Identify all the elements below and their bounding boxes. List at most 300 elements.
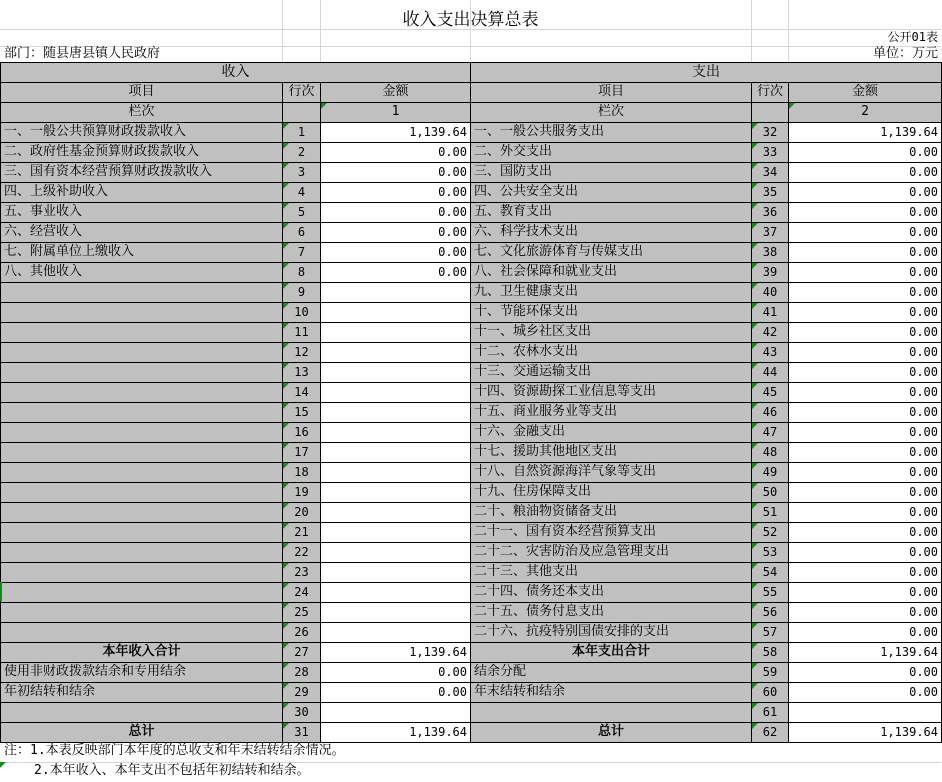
error-indicator-icon (752, 543, 758, 549)
expenditure-section-header[interactable]: 支出 (471, 63, 942, 83)
row-number: 21 (294, 525, 309, 539)
row-number-cell[interactable] (752, 183, 789, 203)
income-header-item[interactable]: 项目 (1, 83, 283, 103)
error-indicator-icon (283, 243, 289, 249)
row-number-cell[interactable] (752, 403, 789, 423)
row-number: 55 (762, 585, 778, 599)
amount-cell[interactable]: 0.00 (321, 243, 471, 263)
income-section-header[interactable]: 收入 (1, 63, 471, 83)
amount-cell[interactable] (789, 703, 942, 723)
amount-cell[interactable]: 0.00 (789, 183, 942, 203)
amount-cell[interactable] (321, 603, 471, 623)
amount-cell[interactable]: 0.00 (789, 283, 942, 303)
error-indicator-icon (283, 343, 289, 349)
row-number-cell[interactable] (283, 403, 321, 423)
item-cell[interactable] (1, 423, 283, 443)
amount-cell[interactable]: 0.00 (789, 143, 942, 163)
row-number-cell[interactable] (283, 503, 321, 523)
row-number: 51 (762, 505, 778, 519)
amount-cell[interactable]: 0.00 (789, 303, 942, 323)
row-number-cell[interactable] (283, 463, 321, 483)
amount-cell[interactable]: 1,139.64 (789, 123, 942, 143)
item-cell[interactable]: 本年支出合计 (471, 643, 752, 663)
row-number-cell[interactable] (752, 483, 789, 503)
error-indicator-icon (283, 423, 289, 429)
amount-cell[interactable]: 1,139.64 (789, 723, 942, 743)
note-text: 2.本年收入、本年支出不包括年初结转和结余。 (34, 763, 310, 778)
row-number-cell[interactable] (752, 543, 789, 563)
amount-cell[interactable]: 0.00 (789, 163, 942, 183)
item-cell[interactable] (1, 303, 283, 323)
amount-cell[interactable]: 0.00 (789, 563, 942, 583)
amount-cell[interactable]: 0.00 (789, 663, 942, 683)
row-number-cell[interactable] (752, 163, 789, 183)
amount-cell[interactable]: 0.00 (789, 623, 942, 643)
amount-cell[interactable]: 0.00 (321, 683, 471, 703)
income-colindex-label[interactable]: 栏次 (1, 103, 283, 123)
row-number-cell[interactable] (283, 343, 321, 363)
amount-cell[interactable]: 0.00 (789, 383, 942, 403)
error-indicator-icon (752, 203, 758, 209)
item-cell[interactable]: 二十三、其他支出 (471, 563, 752, 583)
row-number-cell[interactable] (752, 643, 789, 663)
income-header-amount[interactable]: 金额 (321, 83, 471, 103)
row-number-cell[interactable] (752, 323, 789, 343)
error-indicator-icon (752, 403, 758, 409)
amount-cell[interactable]: 0.00 (789, 683, 942, 703)
amount-cell[interactable]: 0.00 (789, 323, 942, 343)
amount-cell[interactable]: 0.00 (789, 223, 942, 243)
item-cell[interactable]: 本年收入合计 (1, 643, 283, 663)
item-cell[interactable] (1, 323, 283, 343)
row-number: 7 (297, 245, 306, 259)
row-number: 9 (297, 285, 306, 299)
row-number-cell[interactable] (752, 503, 789, 523)
item-cell[interactable]: 二十二、灾害防治及应急管理支出 (471, 543, 752, 563)
item-cell[interactable]: 总计 (471, 723, 752, 743)
item-cell[interactable]: 十二、农林水支出 (471, 343, 752, 363)
error-indicator-icon (752, 303, 758, 309)
row-number-cell[interactable] (752, 703, 789, 723)
error-indicator-icon (283, 183, 289, 189)
item-cell[interactable]: 十七、援助其他地区支出 (471, 443, 752, 463)
row-number: 15 (294, 405, 309, 419)
item-cell[interactable] (1, 483, 283, 503)
row-number-cell[interactable] (283, 123, 321, 143)
row-number-cell[interactable] (752, 383, 789, 403)
item-cell[interactable] (1, 703, 283, 723)
row-number: 44 (762, 365, 778, 379)
amount-cell[interactable]: 0.00 (789, 523, 942, 543)
row-number-cell[interactable] (283, 643, 321, 663)
item-cell[interactable]: 年初结转和结余 (1, 683, 283, 703)
row-number-cell[interactable] (752, 603, 789, 623)
row-number: 29 (294, 685, 309, 699)
item-cell[interactable] (1, 343, 283, 363)
expenditure-header-rowno[interactable]: 行次 (752, 83, 789, 103)
error-indicator-icon (752, 343, 758, 349)
item-cell[interactable] (1, 543, 283, 563)
error-indicator-icon (321, 103, 327, 109)
row-number-cell[interactable] (283, 303, 321, 323)
item-cell[interactable]: 二、政府性基金预算财政拨款收入 (1, 143, 283, 163)
amount-cell[interactable]: 1,139.64 (321, 643, 471, 663)
row-number: 23 (294, 565, 309, 579)
row-number-cell[interactable] (752, 463, 789, 483)
row-number: 45 (762, 385, 778, 399)
item-cell[interactable] (1, 563, 283, 583)
amount-cell[interactable] (321, 283, 471, 303)
row-number: 52 (762, 525, 778, 539)
row-number-cell[interactable] (752, 443, 789, 463)
error-indicator-icon (283, 503, 289, 509)
row-number: 61 (762, 705, 778, 719)
item-cell[interactable]: 十三、交通运输支出 (471, 363, 752, 383)
row-number-cell[interactable] (752, 723, 789, 743)
error-indicator-icon (752, 643, 758, 649)
row-number: 39 (762, 265, 778, 279)
row-number: 31 (294, 725, 309, 739)
row-number-cell[interactable] (752, 303, 789, 323)
item-cell[interactable]: 六、科学技术支出 (471, 223, 752, 243)
row-number-cell[interactable] (752, 583, 789, 603)
error-indicator-icon (752, 563, 758, 569)
amount-cell[interactable]: 0.00 (789, 483, 942, 503)
expenditure-colindex-value[interactable] (789, 103, 942, 123)
income-colindex-value[interactable] (321, 103, 471, 123)
amount-cell[interactable]: 0.00 (789, 243, 942, 263)
amount-cell[interactable] (321, 403, 471, 423)
error-indicator-icon (283, 443, 289, 449)
error-indicator-icon (752, 183, 758, 189)
error-indicator-icon (752, 143, 758, 149)
row-number: 56 (762, 605, 778, 619)
amount-cell[interactable]: 0.00 (321, 183, 471, 203)
row-number: 60 (762, 685, 778, 699)
item-cell[interactable]: 二十一、国有资本经营预算支出 (471, 523, 752, 543)
item-cell[interactable]: 十五、商业服务业等支出 (471, 403, 752, 423)
page-title: 收入支出决算总表 (402, 10, 539, 30)
row-number: 8 (297, 265, 306, 279)
row-number-cell[interactable] (283, 523, 321, 543)
item-cell[interactable] (1, 583, 283, 603)
amount-cell[interactable]: 0.00 (789, 203, 942, 223)
row-number-cell[interactable] (283, 323, 321, 343)
error-indicator-icon (283, 403, 289, 409)
item-cell[interactable]: 八、社会保障和就业支出 (471, 263, 752, 283)
row-number-cell[interactable] (283, 423, 321, 443)
row-number: 20 (294, 505, 309, 519)
amount-cell[interactable] (321, 503, 471, 523)
item-cell[interactable]: 二十五、债务付息支出 (471, 603, 752, 623)
row-number: 36 (762, 205, 778, 219)
item-cell[interactable]: 二十、粮油物资储备支出 (471, 503, 752, 523)
error-indicator-icon (752, 663, 758, 669)
amount-cell[interactable]: 0.00 (789, 423, 942, 443)
item-cell[interactable]: 一、一般公共预算财政拨款收入 (1, 123, 283, 143)
row-number-cell[interactable] (752, 223, 789, 243)
row-number-cell[interactable] (283, 223, 321, 243)
row-number-cell[interactable] (283, 243, 321, 263)
item-cell[interactable]: 四、公共安全支出 (471, 183, 752, 203)
error-indicator-icon (752, 683, 758, 689)
error-indicator-icon (283, 123, 289, 129)
row-number: 10 (294, 305, 309, 319)
row-number-cell[interactable] (283, 623, 321, 643)
amount-cell[interactable] (321, 583, 471, 603)
error-indicator-icon (752, 443, 758, 449)
item-cell[interactable] (1, 603, 283, 623)
row-number-cell[interactable] (283, 663, 321, 683)
item-cell[interactable]: 十、节能环保支出 (471, 303, 752, 323)
row-number-cell[interactable] (283, 443, 321, 463)
row-number-cell[interactable] (752, 343, 789, 363)
row-number-cell[interactable] (283, 683, 321, 703)
item-cell[interactable]: 三、国防支出 (471, 163, 752, 183)
row-number: 32 (762, 125, 778, 139)
row-number: 2 (297, 145, 306, 159)
item-cell[interactable]: 二十六、抗疫特别国债安排的支出 (471, 623, 752, 643)
amount-cell[interactable]: 0.00 (789, 583, 942, 603)
item-cell[interactable]: 六、经营收入 (1, 223, 283, 243)
item-cell[interactable]: 九、卫生健康支出 (471, 283, 752, 303)
error-indicator-icon (752, 483, 758, 489)
amount-cell[interactable]: 0.00 (789, 403, 942, 423)
row-number-cell[interactable] (283, 383, 321, 403)
error-indicator-icon (752, 163, 758, 169)
row-number-cell[interactable] (752, 243, 789, 263)
note-line-2[interactable] (0, 762, 941, 782)
error-indicator-icon (283, 143, 289, 149)
row-number-cell[interactable] (283, 203, 321, 223)
row-number: 37 (762, 225, 778, 239)
row-number-cell[interactable] (283, 363, 321, 383)
amount-cell[interactable]: 0.00 (789, 443, 942, 463)
error-indicator-icon (752, 363, 758, 369)
amount-cell[interactable] (321, 703, 471, 723)
amount-cell[interactable] (321, 523, 471, 543)
row-number-cell[interactable] (752, 683, 789, 703)
row-number-cell[interactable] (283, 143, 321, 163)
error-indicator-icon (283, 483, 289, 489)
row-number: 5 (297, 205, 306, 219)
row-number: 26 (294, 625, 309, 639)
row-number-cell[interactable] (283, 543, 321, 563)
row-number-cell[interactable] (752, 623, 789, 643)
row-number: 59 (762, 665, 778, 679)
item-cell[interactable] (1, 283, 283, 303)
row-number: 62 (762, 725, 778, 739)
row-number: 50 (762, 485, 778, 499)
row-number-cell[interactable] (752, 563, 789, 583)
error-indicator-icon (752, 123, 758, 129)
item-cell[interactable]: 七、文化旅游体育与传媒支出 (471, 243, 752, 263)
row-number-cell[interactable] (283, 163, 321, 183)
row-number-cell[interactable] (752, 363, 789, 383)
item-cell[interactable] (471, 703, 752, 723)
amount-cell[interactable] (321, 483, 471, 503)
item-cell[interactable] (1, 523, 283, 543)
error-indicator-icon (283, 603, 289, 609)
item-cell[interactable]: 总计 (1, 723, 283, 743)
amount-cell[interactable] (321, 563, 471, 583)
item-cell[interactable]: 使用非财政拨款结余和专用结余 (1, 663, 283, 683)
expenditure-header-amount[interactable]: 金额 (789, 83, 942, 103)
amount-cell[interactable]: 0.00 (789, 543, 942, 563)
amount-cell[interactable] (321, 443, 471, 463)
amount-cell[interactable]: 0.00 (321, 663, 471, 683)
error-indicator-icon (752, 523, 758, 529)
income-colindex-blank[interactable] (283, 103, 321, 123)
amount-cell[interactable] (321, 623, 471, 643)
row-number-cell[interactable] (283, 603, 321, 623)
row-number: 14 (294, 385, 309, 399)
amount-cell[interactable]: 0.00 (789, 603, 942, 623)
item-cell[interactable] (1, 503, 283, 523)
row-number-cell[interactable] (752, 523, 789, 543)
row-number-cell[interactable] (752, 203, 789, 223)
item-cell[interactable] (1, 463, 283, 483)
column-number: 1 (391, 104, 400, 119)
item-cell[interactable]: 十六、金融支出 (471, 423, 752, 443)
item-cell[interactable]: 八、其他收入 (1, 263, 283, 283)
row-number: 38 (762, 245, 778, 259)
error-indicator-icon (752, 703, 758, 709)
row-number: 35 (762, 185, 778, 199)
amount-cell[interactable]: 0.00 (321, 203, 471, 223)
error-indicator-icon (752, 623, 758, 629)
item-cell[interactable]: 结余分配 (471, 663, 752, 683)
item-cell[interactable]: 三、国有资本经营预算财政拨款收入 (1, 163, 283, 183)
row-number: 4 (297, 185, 306, 199)
row-number: 22 (294, 545, 309, 559)
amount-cell[interactable]: 1,139.64 (321, 123, 471, 143)
amount-cell[interactable]: 0.00 (789, 503, 942, 523)
row-number-cell[interactable] (752, 283, 789, 303)
row-number-cell[interactable] (283, 263, 321, 283)
item-cell[interactable]: 五、教育支出 (471, 203, 752, 223)
error-indicator-icon (283, 303, 289, 309)
row-24-green-marker (0, 582, 2, 601)
row-number-cell[interactable] (752, 123, 789, 143)
amount-cell[interactable]: 0.00 (321, 263, 471, 283)
amount-cell[interactable]: 0.00 (321, 223, 471, 243)
row-number: 3 (297, 165, 306, 179)
item-cell[interactable]: 十八、自然资源海洋气象等支出 (471, 463, 752, 483)
row-number: 16 (294, 425, 309, 439)
row-number-cell[interactable] (752, 263, 789, 283)
amount-cell[interactable]: 0.00 (321, 163, 471, 183)
row-number-cell[interactable] (283, 283, 321, 303)
error-indicator-icon (283, 583, 289, 589)
amount-cell[interactable]: 0.00 (789, 363, 942, 383)
item-cell[interactable] (1, 623, 283, 643)
row-number: 34 (762, 165, 778, 179)
column-number: 2 (861, 104, 869, 119)
amount-cell[interactable]: 0.00 (789, 463, 942, 483)
item-cell[interactable] (1, 383, 283, 403)
item-cell[interactable]: 十一、城乡社区支出 (471, 323, 752, 343)
row-number-cell[interactable] (752, 423, 789, 443)
amount-cell[interactable] (321, 323, 471, 343)
item-cell[interactable]: 十四、资源勘探工业信息等支出 (471, 383, 752, 403)
item-cell[interactable]: 二十四、债务还本支出 (471, 583, 752, 603)
row-number: 17 (294, 445, 309, 459)
row-number: 27 (294, 645, 309, 659)
row-number-cell[interactable] (752, 663, 789, 683)
row-number: 40 (762, 285, 778, 299)
row-number-cell[interactable] (283, 723, 321, 743)
error-indicator-icon (283, 723, 289, 729)
item-cell[interactable]: 七、附属单位上缴收入 (1, 243, 283, 263)
error-indicator-icon (752, 323, 758, 329)
error-indicator-icon (752, 423, 758, 429)
error-indicator-icon (283, 643, 289, 649)
row-number: 49 (762, 465, 778, 479)
expenditure-colindex-label[interactable]: 栏次 (471, 103, 752, 123)
error-indicator-icon (283, 323, 289, 329)
amount-cell[interactable] (321, 383, 471, 403)
expenditure-colindex-blank[interactable] (752, 103, 789, 123)
income-header-rowno[interactable]: 行次 (283, 83, 321, 103)
item-cell[interactable] (1, 363, 283, 383)
row-number-cell[interactable] (283, 703, 321, 723)
error-indicator-icon (752, 603, 758, 609)
item-cell[interactable]: 一、一般公共服务支出 (471, 123, 752, 143)
amount-cell[interactable] (321, 543, 471, 563)
unit-label: 单位：万元 (872, 46, 938, 61)
error-indicator-icon (752, 503, 758, 509)
note-line-1[interactable]: 注：1.本表反映部门本年度的总收支和年末结转结余情况。 (4, 743, 345, 758)
amount-cell[interactable]: 0.00 (789, 263, 942, 283)
department-label[interactable]: 部门：随县唐县镇人民政府 (4, 46, 161, 61)
error-indicator-icon (283, 663, 289, 669)
item-cell[interactable]: 二、外交支出 (471, 143, 752, 163)
row-number: 58 (762, 645, 778, 659)
amount-cell[interactable] (321, 343, 471, 363)
amount-cell[interactable] (321, 363, 471, 383)
row-number: 18 (294, 465, 309, 479)
item-cell[interactable] (1, 403, 283, 423)
row-number-cell[interactable] (283, 563, 321, 583)
error-indicator-icon (752, 223, 758, 229)
item-cell[interactable]: 年末结转和结余 (471, 683, 752, 703)
amount-cell[interactable]: 0.00 (789, 343, 942, 363)
row-number: 46 (762, 405, 778, 419)
expenditure-header-item[interactable]: 项目 (471, 83, 752, 103)
row-number-cell[interactable] (752, 143, 789, 163)
expenditure-section (471, 62, 942, 743)
item-cell[interactable]: 四、上级补助收入 (1, 183, 283, 203)
row-number: 54 (762, 565, 778, 579)
amount-cell[interactable] (321, 303, 471, 323)
error-indicator-icon (283, 543, 289, 549)
item-cell[interactable]: 十九、住房保障支出 (471, 483, 752, 503)
row-number-cell[interactable] (283, 183, 321, 203)
amount-cell[interactable]: 1,139.64 (789, 643, 942, 663)
amount-cell[interactable] (321, 463, 471, 483)
amount-cell[interactable]: 0.00 (321, 143, 471, 163)
row-number-cell[interactable] (283, 483, 321, 503)
error-indicator-icon (283, 263, 289, 269)
row-number: 47 (762, 425, 778, 439)
row-number: 28 (294, 665, 309, 679)
amount-cell[interactable]: 1,139.64 (321, 723, 471, 743)
item-cell[interactable]: 五、事业收入 (1, 203, 283, 223)
row-number-cell[interactable] (283, 583, 321, 603)
item-cell[interactable] (1, 443, 283, 463)
amount-cell[interactable] (321, 423, 471, 443)
